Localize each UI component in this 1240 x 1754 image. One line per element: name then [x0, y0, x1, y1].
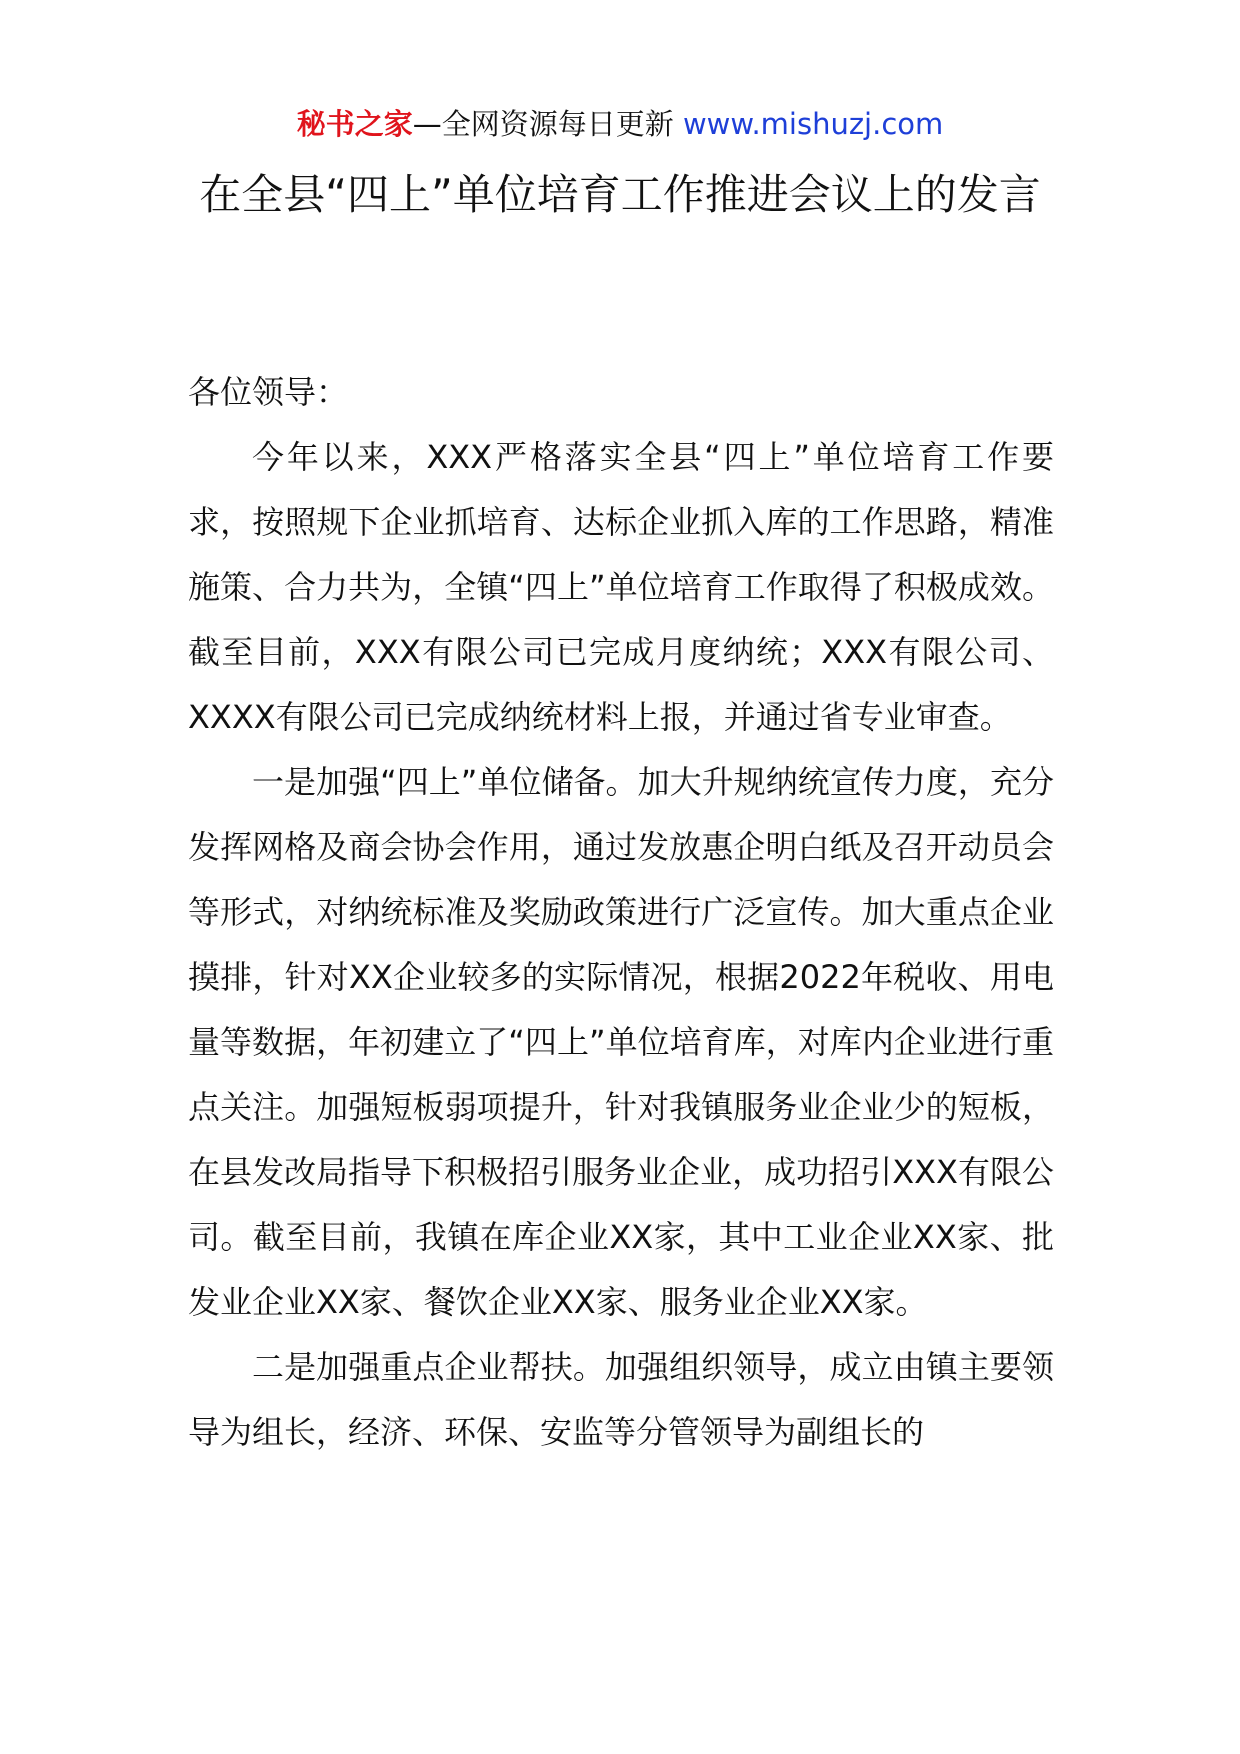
salutation: 各位领导： — [188, 373, 349, 411]
watermark-header — [0, 100, 1240, 148]
document-body — [188, 360, 1054, 1465]
website-link[interactable]: www.mishuzj.com — [682, 107, 944, 141]
document-title: 在全县“四上”单位培育工作推进会议上的发言 — [199, 170, 1041, 219]
paragraph-point-one: 一是加强“四上”单位储备。加大升规纳统宣传力度，充分发挥网格及商会协会作用，通过发放惠企明白纸及召开动员会等形式，对纳统标准及奖励政策进行广泛宣传。加大重点企业摸排，针对XX企业较多的实际情况，根据2022年税收、用电量等数据，年初建立了“四上”单位培育库，对库内企业进行重点关注。加强短板弱项提升，针对我镇服务业企业少的短板，在县发改局指导下积极招引服务业企业，成功招引XXX有限公司。截至目前，我镇在库企业XX家，其中工业企业XX家、批发业企业XX家、餐饮企业XX家、服务业企业XX家。 — [188, 763, 1054, 1321]
paragraph-intro: 今年以来，XXX严格落实全县“四上”单位培育工作要求，按照规下企业抓培育、达标企业抓入库的工作思路，精准施策、合力共为，全镇“四上”单位培育工作取得了积极成效。截至目前，XXX有限公司已完成月度纳统；XXX有限公司、XXXX有限公司已完成纳统材料上报，并通过省专业审查。 — [188, 438, 1054, 736]
paragraph-point-two: 二是加强重点企业帮扶。加强组织领导，成立由镇主要领导为组长，经济、环保、安监等分管领导为副组长的 — [188, 1348, 1054, 1451]
brand-name: 秘书之家 — [296, 107, 413, 141]
header-slogan: —全网资源每日更新 — [412, 107, 674, 141]
